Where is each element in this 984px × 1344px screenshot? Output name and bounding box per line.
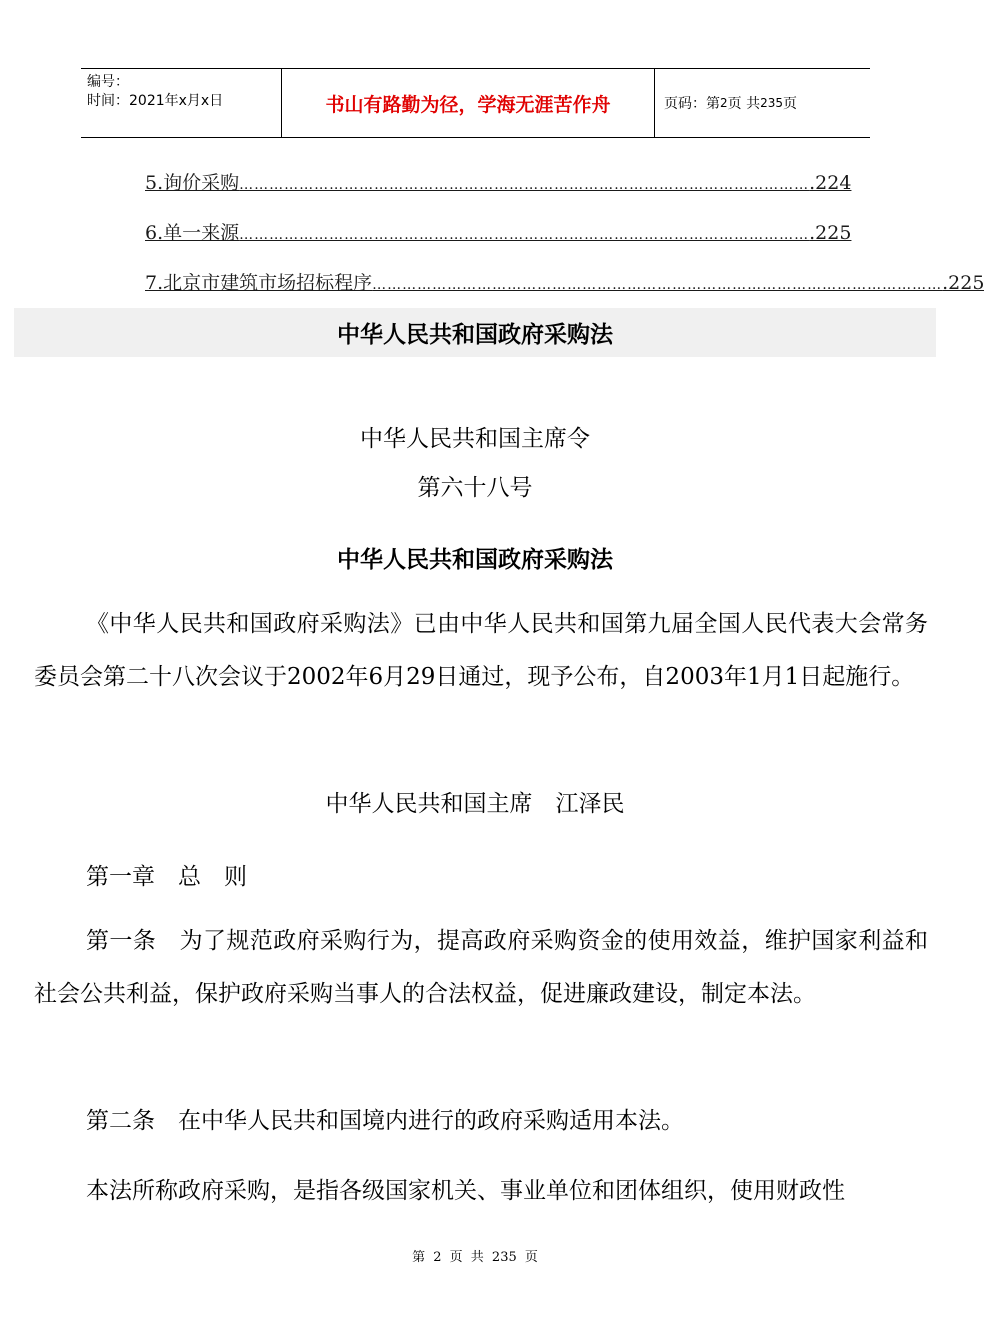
toc-entry-page: .224 [809,172,852,194]
header-motto: 书山有路勤为径，学海无涯苦作舟 [325,93,611,116]
toc-leader: …………………………………………………………………………………………………… [239,177,810,193]
header-meta [81,69,281,137]
toc-entry-title: 6.单一来源 [145,222,240,244]
promulgation-paragraph: 《中华人民共和国政府采购法》已由中华人民共和国第九届全国人民代表大会常务委员会第二十八次会议于2002年6月29日通过，现予公布，自2003年1月1日起施行。 [34,611,928,690]
header-divider [654,69,655,137]
decree-line: 中华人民共和国主席令 [360,426,590,452]
article-paragraph: 本法所称政府采购，是指各级国家机关、事业单位和团体组织，使用财政性 [86,1178,845,1204]
code-label: 编号： [87,74,129,90]
article-paragraph: 第二条 在中华人民共和国境内进行的政府采购适用本法。 [86,1108,684,1134]
toc-entry-link[interactable] [145,270,984,296]
toc-entry-link[interactable] [145,220,852,246]
toc-leader: …………………………………………………………………………………………………… [372,277,943,293]
toc-entry-link[interactable] [145,170,852,196]
article-paragraph: 第一条 为了规范政府采购行为，提高政府采购资金的使用效益，维护国家利益和社会公共利益，保护政府采购当事人的合法权益，促进廉政建设，制定本法。 [34,928,928,1007]
page-mid: 页 共 [727,96,761,112]
signature: 中华人民共和国主席 江泽民 [325,791,625,817]
page-suffix: 页 [783,96,797,112]
document-header [81,68,870,138]
page-number: 2 [720,96,728,110]
toc-entry-page: .225 [942,272,984,294]
toc-entry-title: 5.询价采购 [145,172,240,194]
page-total: 235 [760,96,783,110]
law-title: 中华人民共和国政府采购法 [337,547,613,573]
chapter-heading: 第一章 总 则 [86,864,247,890]
decree-number: 第六十八号 [417,475,533,501]
toc-leader: …………………………………………………………………………………………………… [239,227,810,243]
page-prefix: 页码：第 [664,96,720,112]
toc-entry-page: .225 [809,222,852,244]
header-page-info [664,69,870,137]
toc-entry-title: 7.北京市建筑市场招标程序 [145,272,373,294]
section-title: 中华人民共和国政府采购法 [14,308,936,357]
page-footer: 第 2 页 共 235 页 [412,1250,538,1265]
time-label: 时间：2021年x月x日 [87,93,224,109]
